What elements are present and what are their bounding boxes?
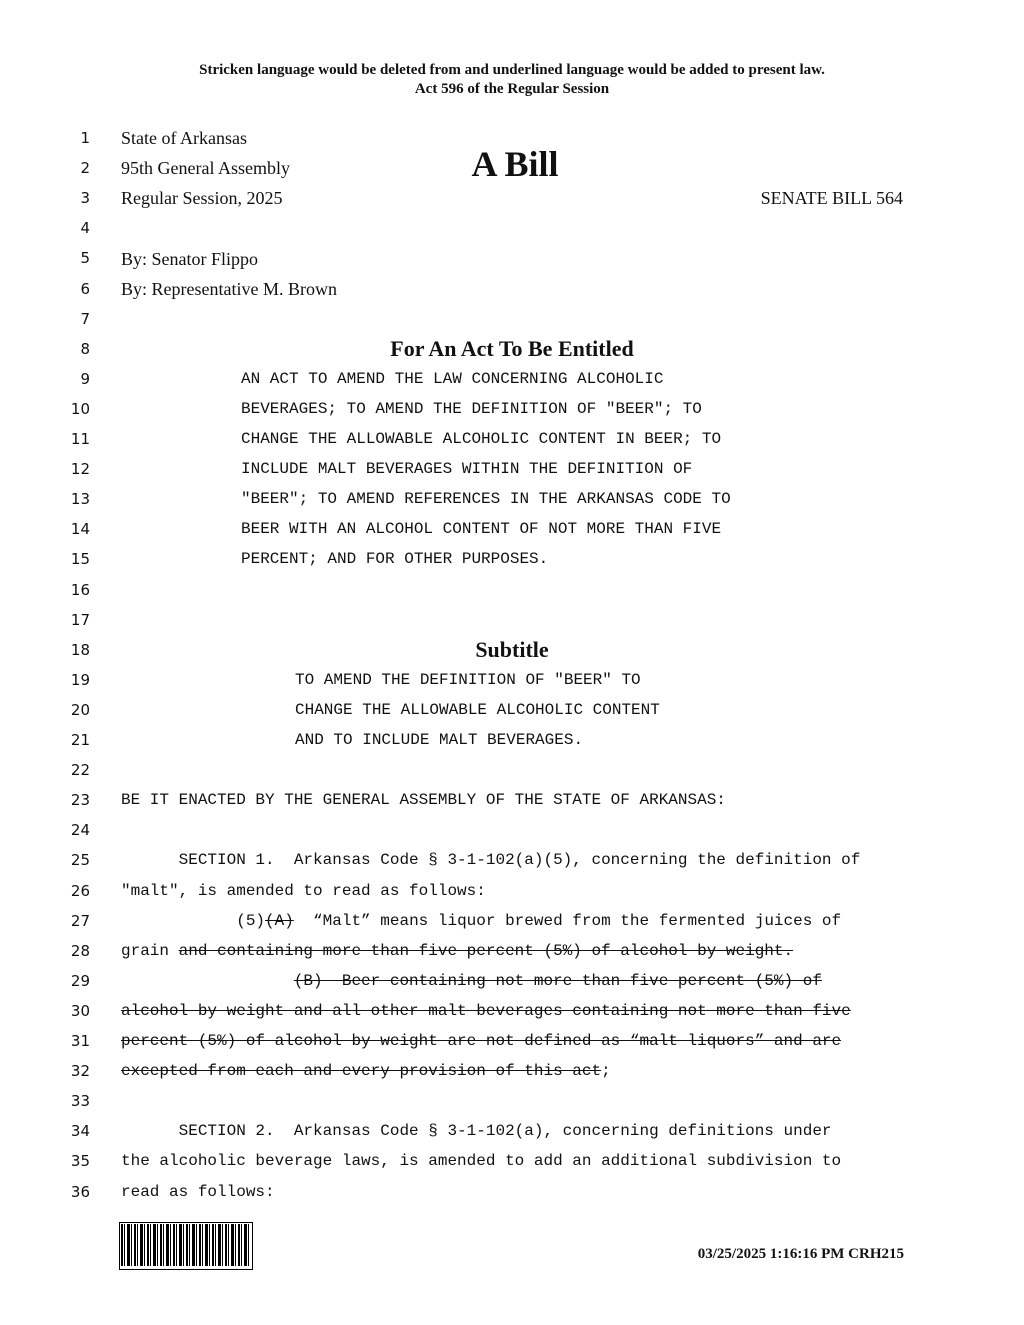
bill-number: SENATE BILL 564 bbox=[760, 188, 903, 208]
title-line: PERCENT; AND FOR OTHER PURPOSES. bbox=[241, 550, 549, 568]
strike-underline-notice: Stricken language would be deleted from and underlined language would be added to present law. bbox=[199, 62, 825, 78]
line-number: 29 bbox=[70, 972, 90, 990]
document-type-title: A Bill bbox=[471, 144, 559, 184]
line-number: 9 bbox=[80, 370, 90, 388]
line-number: 22 bbox=[70, 761, 90, 779]
line-number: 31 bbox=[70, 1032, 90, 1050]
section-2-intro: SECTION 2. Arkansas Code § 3-1-102(a), concerning definitions under bbox=[121, 1122, 832, 1140]
indent bbox=[121, 972, 294, 990]
punctuation: ; bbox=[601, 1062, 611, 1080]
line-number: 19 bbox=[70, 671, 90, 689]
stricken-text: (B) Beer containing not more than five percent (5%) of bbox=[293, 972, 822, 990]
line-number: 17 bbox=[70, 611, 90, 629]
line-number: 16 bbox=[70, 581, 90, 599]
definition-text: grain bbox=[121, 942, 179, 960]
subtitle-line: AND TO INCLUDE MALT BEVERAGES. bbox=[295, 731, 584, 749]
line-number: 18 bbox=[70, 641, 90, 659]
line-number: 27 bbox=[70, 912, 90, 930]
title-line: BEVERAGES; TO AMEND THE DEFINITION OF "BEER"; TO bbox=[241, 400, 702, 418]
line-number: 26 bbox=[70, 882, 90, 900]
line-number: 23 bbox=[70, 791, 90, 809]
enacting-clause: BE IT ENACTED BY THE GENERAL ASSEMBLY OF THE STATE OF ARKANSAS: bbox=[121, 791, 726, 809]
subtitle-line: TO AMEND THE DEFINITION OF "BEER" TO bbox=[295, 671, 641, 689]
line-number: 14 bbox=[70, 520, 90, 538]
line-number: 10 bbox=[70, 400, 90, 418]
line-number: 28 bbox=[70, 942, 90, 960]
line-number: 32 bbox=[70, 1062, 90, 1080]
subtitle-line: CHANGE THE ALLOWABLE ALCOHOLIC CONTENT bbox=[295, 701, 660, 719]
line-number: 24 bbox=[70, 821, 90, 839]
line-number: 15 bbox=[70, 550, 90, 568]
stricken-text: excepted from each and every provision of this act bbox=[121, 1062, 602, 1080]
line-number: 36 bbox=[70, 1183, 90, 1201]
section-2-intro-end: read as follows: bbox=[121, 1183, 275, 1201]
line-number: 6 bbox=[80, 280, 90, 298]
line-number: 4 bbox=[80, 219, 90, 237]
line-number: 2 bbox=[80, 159, 90, 177]
act-number-notice: Act 596 of the Regular Session bbox=[414, 81, 610, 97]
state-name: State of Arkansas bbox=[121, 128, 247, 148]
stricken-text: alcohol by weight and all other malt beverages containing not more than five bbox=[121, 1002, 851, 1020]
house-sponsor: By: Representative M. Brown bbox=[121, 279, 337, 299]
stricken-subdivision-end bbox=[121, 1061, 611, 1081]
section-2-intro-cont: the alcoholic beverage laws, is amended to add an additional subdivision to bbox=[121, 1152, 842, 1170]
line-number: 30 bbox=[70, 1002, 90, 1020]
section-1-intro: SECTION 1. Arkansas Code § 3-1-102(a)(5), concerning the definition of bbox=[121, 851, 861, 869]
section-1-intro-cont: "malt", is amended to read as follows: bbox=[121, 882, 486, 900]
line-number: 20 bbox=[70, 701, 90, 719]
footer-timestamp: 03/25/2025 1:16:16 PM CRH215 bbox=[697, 1246, 904, 1262]
subtitle-heading: Subtitle bbox=[475, 637, 549, 662]
line-number: 21 bbox=[70, 731, 90, 749]
stricken-text: percent (5%) of alcohol by weight are not defined as “malt liquors” and are bbox=[121, 1032, 842, 1050]
line-number: 11 bbox=[70, 430, 90, 448]
line-number: 5 bbox=[80, 249, 90, 267]
senate-sponsor: By: Senator Flippo bbox=[121, 249, 259, 269]
malt-definition-line bbox=[121, 911, 841, 931]
title-line: AN ACT TO AMEND THE LAW CONCERNING ALCOHOLIC bbox=[241, 370, 664, 388]
line-number: 35 bbox=[70, 1152, 90, 1170]
malt-definition-cont bbox=[121, 941, 793, 961]
line-number: 13 bbox=[70, 490, 90, 508]
title-line: CHANGE THE ALLOWABLE ALCOHOLIC CONTENT IN BEER; TO bbox=[241, 430, 722, 448]
line-number: 1 bbox=[80, 129, 90, 147]
definition-text: “Malt” means liquor brewed from the fermented juices of bbox=[293, 912, 842, 930]
line-number: 33 bbox=[70, 1092, 90, 1110]
stricken-subdivision-b bbox=[121, 971, 822, 991]
title-line: "BEER"; TO AMEND REFERENCES IN THE ARKANSAS CODE TO bbox=[241, 490, 731, 508]
stricken-text: (A) bbox=[265, 912, 294, 930]
line-number: 3 bbox=[80, 189, 90, 207]
line-number: 34 bbox=[70, 1122, 90, 1140]
line-number: 12 bbox=[70, 460, 90, 478]
stricken-text: and containing more than five percent (5%) of alcohol by weight. bbox=[178, 942, 794, 960]
barcode-icon bbox=[121, 1224, 249, 1266]
title-line: INCLUDE MALT BEVERAGES WITHIN THE DEFINITION OF bbox=[241, 460, 693, 478]
line-number: 25 bbox=[70, 851, 90, 869]
act-title-heading: For An Act To Be Entitled bbox=[390, 336, 634, 361]
line-number: 8 bbox=[80, 340, 90, 358]
line-number: 7 bbox=[80, 310, 90, 328]
subdivision-number: (5) bbox=[121, 912, 266, 930]
title-line: BEER WITH AN ALCOHOL CONTENT OF NOT MORE THAN FIVE bbox=[241, 520, 722, 538]
general-assembly: 95th General Assembly bbox=[121, 158, 290, 178]
session-name: Regular Session, 2025 bbox=[121, 188, 283, 208]
